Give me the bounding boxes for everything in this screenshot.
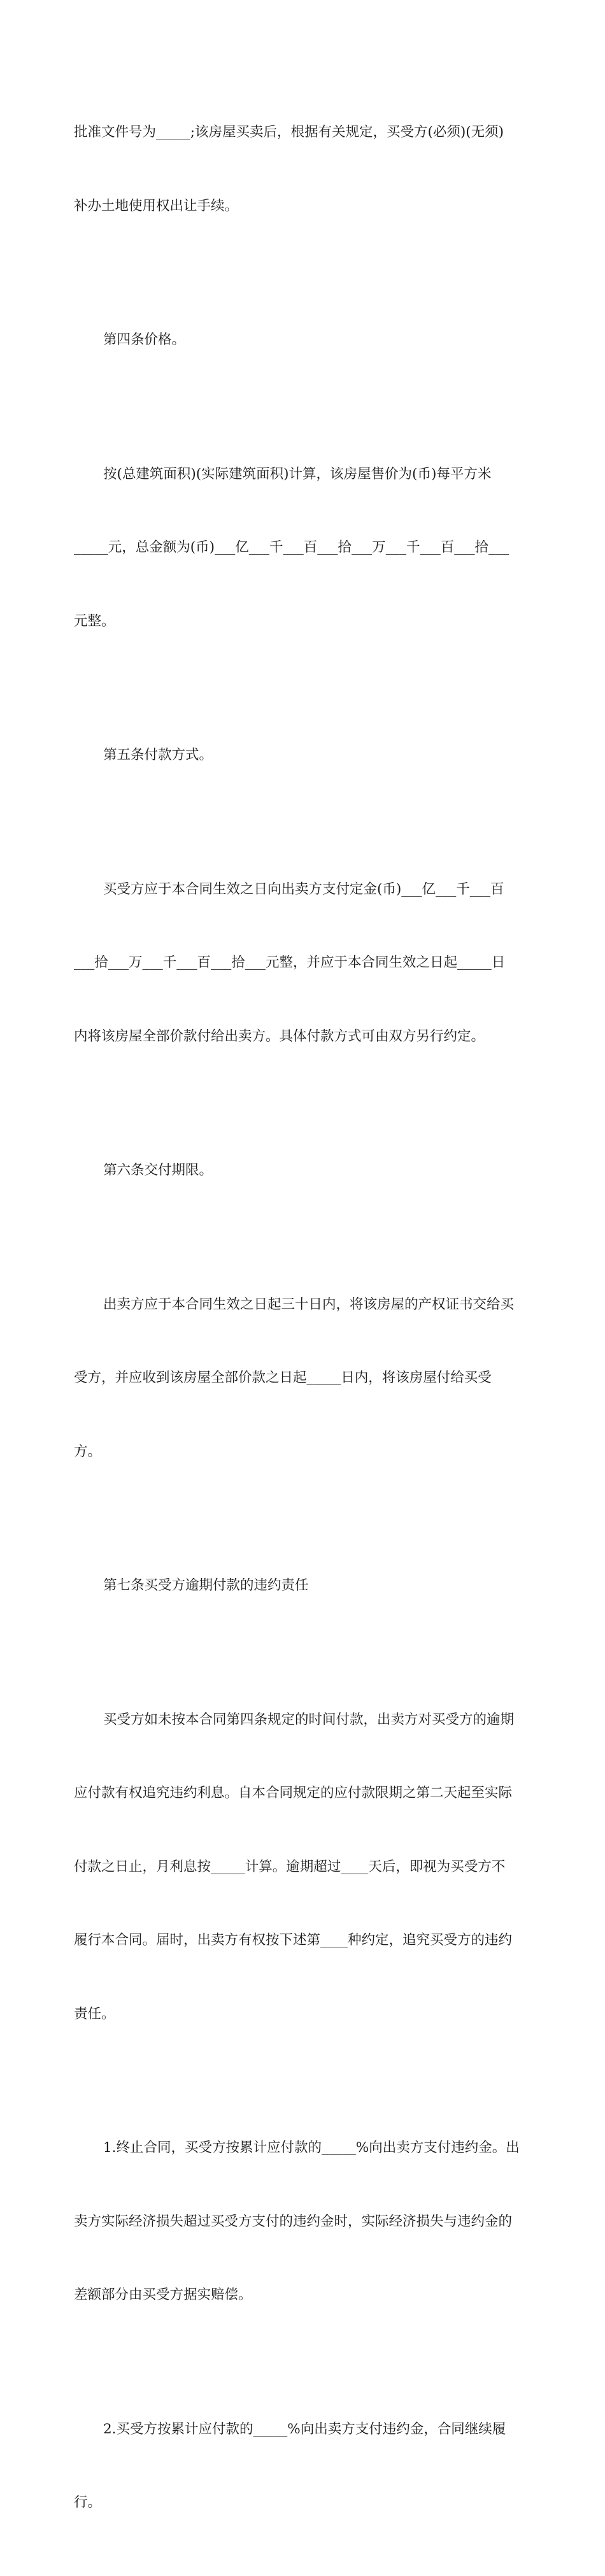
text-line: 责任。 — [74, 2005, 115, 2022]
text-line: 第四条价格。 — [103, 332, 186, 348]
text-line: 按(总建筑面积)(实际建筑面积)计算，该房屋售价为(币)每平方米 — [103, 466, 492, 482]
article-4-heading — [74, 279, 532, 402]
article-7-heading — [74, 1525, 532, 1647]
paragraph-approval-note — [74, 71, 532, 267]
article-5-body — [74, 829, 532, 1099]
clause-1 — [74, 2087, 532, 2357]
text-line: 应付款有权追究违约利息。自本合同规定的应付款限期之第二天起至实际 — [74, 1785, 513, 1801]
clause-2 — [74, 2368, 532, 2565]
text-line: ___拾___万___千___百___拾___元整，并应于本合同生效之日起_____日 — [74, 955, 506, 971]
text-line: 出卖方应于本合同生效之日起三十日内，将该房屋的产权证书交给买 — [103, 1296, 515, 1313]
text-line: 付款之日止，月利息按_____计算。逾期超过____天后，即视为买受方不 — [74, 1858, 506, 1875]
text-line: 补办土地使用权出让手续。 — [74, 197, 239, 214]
document-page — [74, 71, 532, 2576]
text-line: 卖方实际经济损失超过买受方支付的违约金时，实际经济损失与违约金的 — [74, 2213, 513, 2230]
text-line: 1.终止合同，买受方按累计应付款的_____%向出卖方支付违约金。出 — [103, 2140, 520, 2156]
article-5-heading — [74, 694, 532, 817]
text-line: 元整。 — [74, 613, 115, 629]
text-line: 方。 — [74, 1443, 102, 1460]
text-line: 2.买受方按累计应付款的_____%向出卖方支付违约金，合同继续履 — [103, 2421, 506, 2437]
article-6-body — [74, 1244, 532, 1514]
text-line: 受方，并应收到该房屋全部价款之日起_____日内，将该房屋付给买受 — [74, 1370, 492, 1386]
text-line: 第七条买受方逾期付款的违约责任 — [103, 1577, 309, 1593]
text-line: 买受方应于本合同生效之日向出卖方支付定金(币)___亿___千___百 — [103, 881, 504, 897]
text-line: 内将该房屋全部价款付给出卖方。具体付款方式可由双方另行约定。 — [74, 1028, 485, 1044]
text-line: 批准文件号为_____;该房屋买卖后，根据有关规定，买受方(必须)(无须) — [74, 124, 504, 140]
text-line: 行。 — [74, 2494, 102, 2510]
text-line: 差额部分由买受方据实赔偿。 — [74, 2287, 252, 2303]
text-line: 第五条付款方式。 — [103, 747, 213, 763]
text-line: 买受方如未按本合同第四条规定的时间付款，出卖方对买受方的逾期 — [103, 1711, 515, 1728]
text-line: _____元，总金额为(币)___亿___千___百___拾___万___千___百___拾___ — [74, 539, 509, 555]
text-line: 第六条交付期限。 — [103, 1162, 213, 1178]
text-line: 履行本合同。届时，出卖方有权按下述第____种约定，追究买受方的违约 — [74, 1932, 513, 1948]
article-4-body — [74, 413, 532, 683]
article-7-body — [74, 1659, 532, 2076]
article-6-heading — [74, 1109, 532, 1232]
